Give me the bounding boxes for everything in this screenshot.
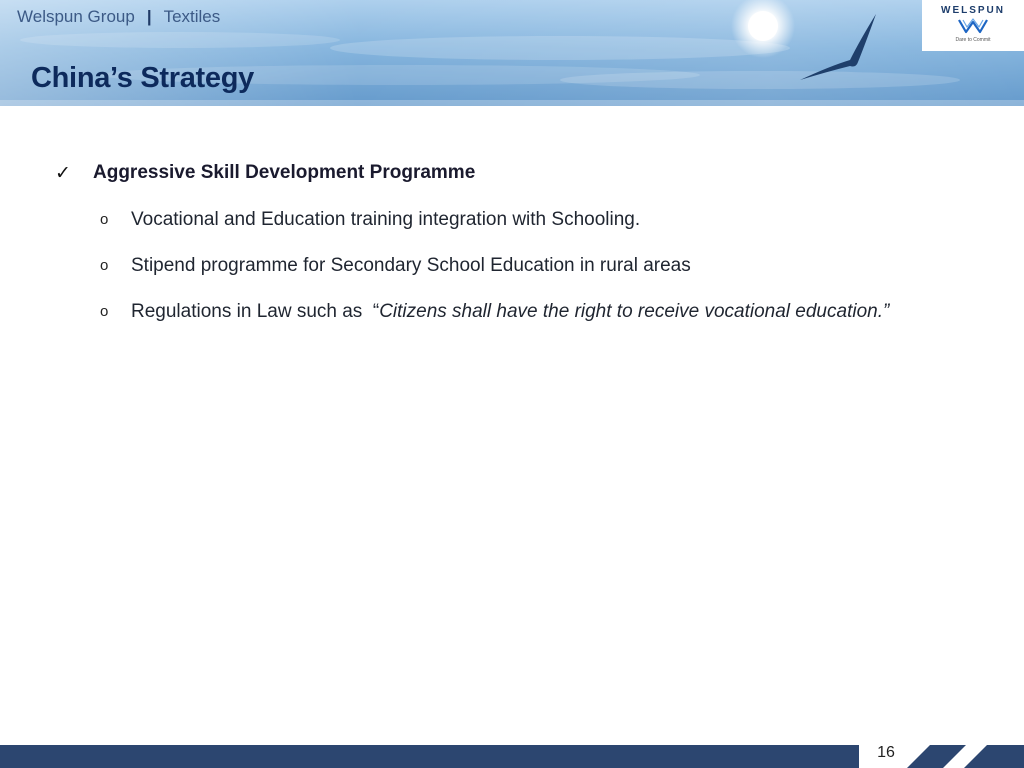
sub-bullet-text: Stipend programme for Secondary School Education in rural areas [131, 255, 691, 276]
logo-tagline: Dare to Commit [955, 37, 991, 43]
sub-bullet-item [100, 255, 691, 277]
main-bullet-label: Aggressive Skill Development Programme [93, 162, 476, 183]
circle-bullet-icon: o [100, 211, 109, 228]
breadcrumb-company: Welspun Group [17, 7, 135, 26]
slide-header [0, 0, 1024, 106]
sub-bullet-item [100, 209, 640, 231]
sub-bullet-text: Regulations in Law such as “ [131, 301, 380, 322]
breadcrumb-division: Textiles [163, 7, 221, 26]
checkmark-icon: ✓ [55, 162, 71, 184]
page-number: 16 [877, 744, 895, 761]
breadcrumb [17, 7, 220, 27]
welspun-logo [922, 0, 1024, 51]
sub-bullet-text: Vocational and Education training integration with Schooling. [131, 209, 641, 230]
welspun-w-icon [958, 18, 988, 34]
sub-bullet-quote: Citizens shall have the right to receive vocational education.” [379, 301, 890, 322]
logo-brand-text: WELSPUN [941, 5, 1005, 16]
main-bullet [55, 162, 475, 184]
page-title: China’s Strategy [31, 62, 254, 94]
breadcrumb-separator: | [146, 7, 152, 26]
circle-bullet-icon: o [100, 257, 109, 274]
circle-bullet-icon: o [100, 303, 109, 320]
sub-bullet-item [100, 301, 889, 323]
